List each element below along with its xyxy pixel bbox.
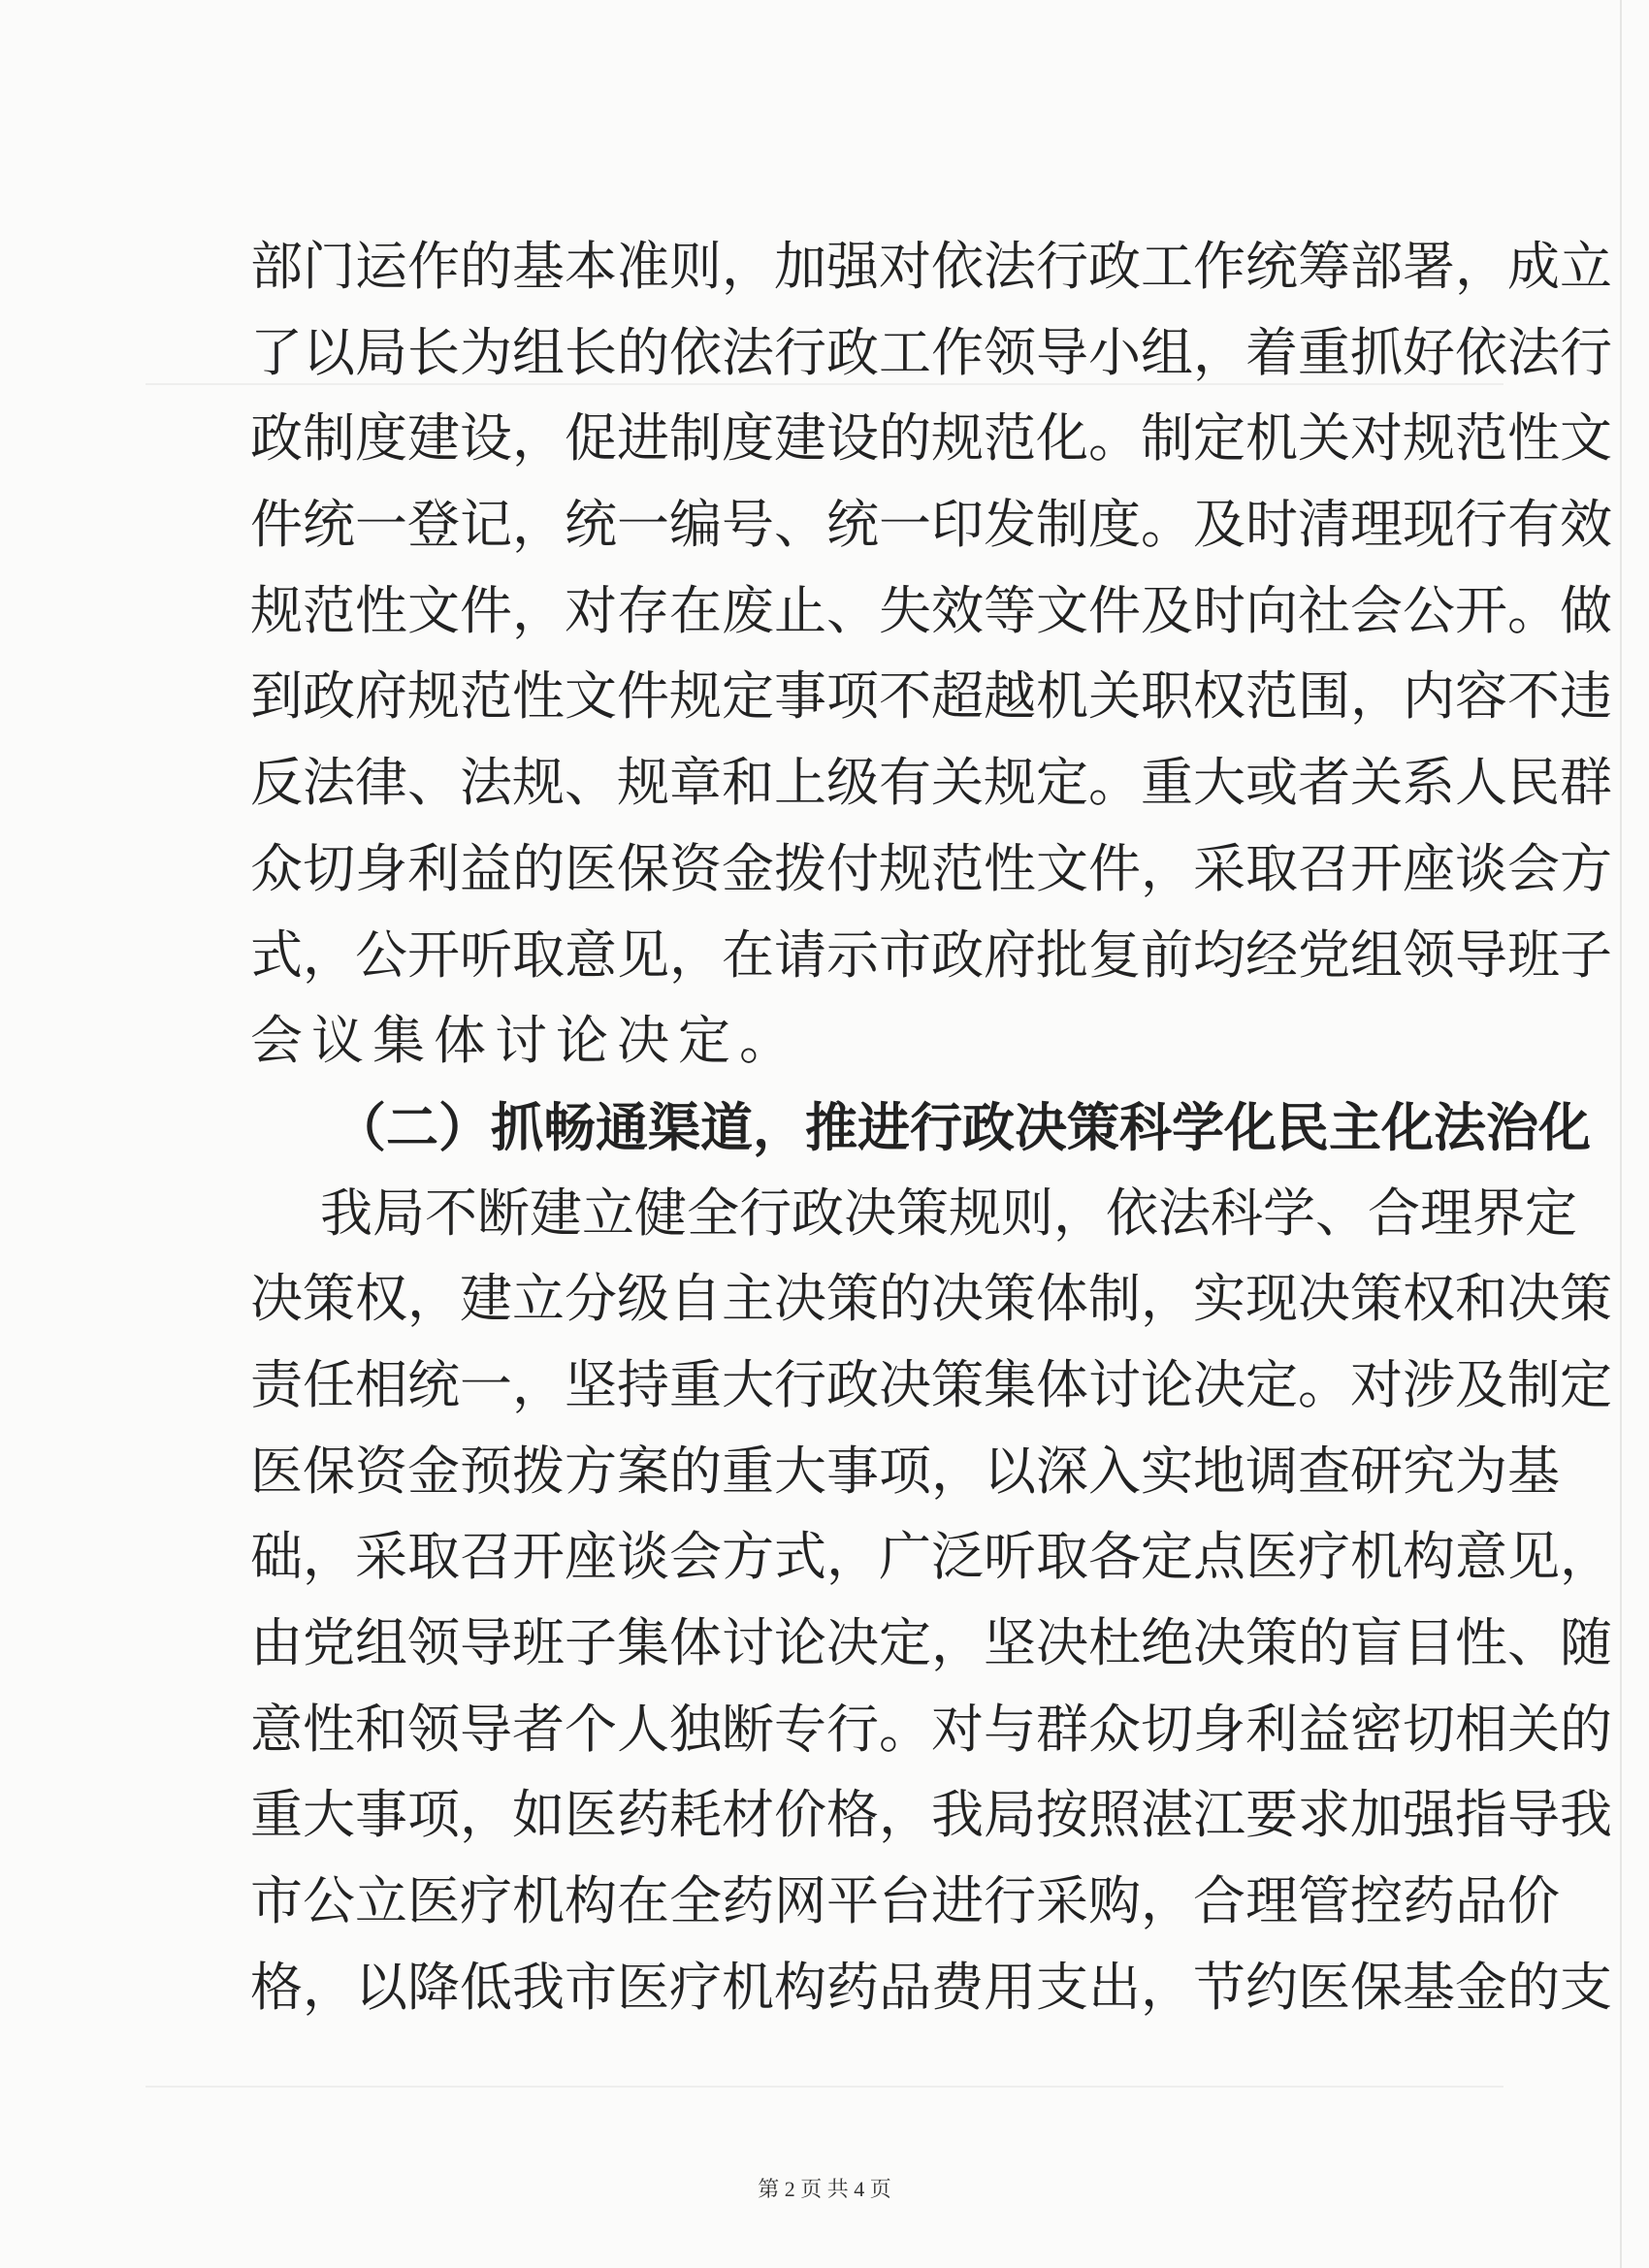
text-line: 部门运作的基本准则，加强对依法行政工作统筹部署，成立 (250, 236, 1612, 297)
text-line: 重大事项，如医药耗材价格，我局按照湛江要求加强指导我 (250, 1784, 1612, 1846)
text-line: 由党组领导班子集体讨论决定，坚决杜绝决策的盲目性、随 (250, 1612, 1612, 1673)
text-line: 反法律、法规、规章和上级有关规定。重大或者关系人民群 (250, 752, 1612, 814)
text-line: 础，采取召开座谈会方式，广泛听取各定点医疗机构意见， (250, 1526, 1612, 1588)
scan-edge (1620, 0, 1622, 2268)
page-number: 第 2 页 共 4 页 (758, 2177, 891, 2201)
text-line: 众切身利益的医保资金拨付规范性文件，采取召开座谈会方 (250, 837, 1612, 899)
text-line: 责任相统一，坚持重大行政决策集体讨论决定。对涉及制定 (250, 1353, 1612, 1415)
text-line: 规范性文件，对存在废止、失效等文件及时向社会公开。做 (250, 579, 1612, 641)
scan-artifact (146, 2086, 1504, 2088)
text-line: 我局不断建立健全行政决策规则，依法科学、合理界定 (320, 1182, 1577, 1244)
text-line: 式，公开听取意见，在请示市政府批复前均经党组领导班子 (250, 923, 1612, 986)
text-line: 意性和领导者个人独断专行。对与群众切身利益密切相关的 (250, 1698, 1612, 1760)
text-line: 到政府规范性文件规定事项不超越机关职权范围，内容不违 (250, 665, 1612, 728)
text-line: 件统一登记，统一编号、统一印发制度。及时清理现行有效 (250, 494, 1612, 556)
body-text (250, 224, 1612, 2030)
section-heading: （二）抓畅通渠道，推进行政决策科学化民主化法治化 (334, 1095, 1591, 1158)
text-line: 市公立医疗机构在全药网平台进行采购，合理管控药品价 (250, 1870, 1560, 1932)
text-line: 决策权，建立分级自主决策的决策体制，实现决策权和决策 (250, 1268, 1612, 1330)
text-line: 格，以降低我市医疗机构药品费用支出，节约医保基金的支 (250, 1956, 1612, 2018)
text-line: 政制度建设，促进制度建设的规范化。制定机关对规范性文 (250, 407, 1612, 470)
text-line: 会议集体讨论决定。 (250, 1010, 800, 1072)
text-line: 医保资金预拨方案的重大事项，以深入实地调查研究为基 (250, 1440, 1560, 1502)
text-line: 了以局长为组长的依法行政工作领导小组，着重抓好依法行 (250, 321, 1612, 383)
